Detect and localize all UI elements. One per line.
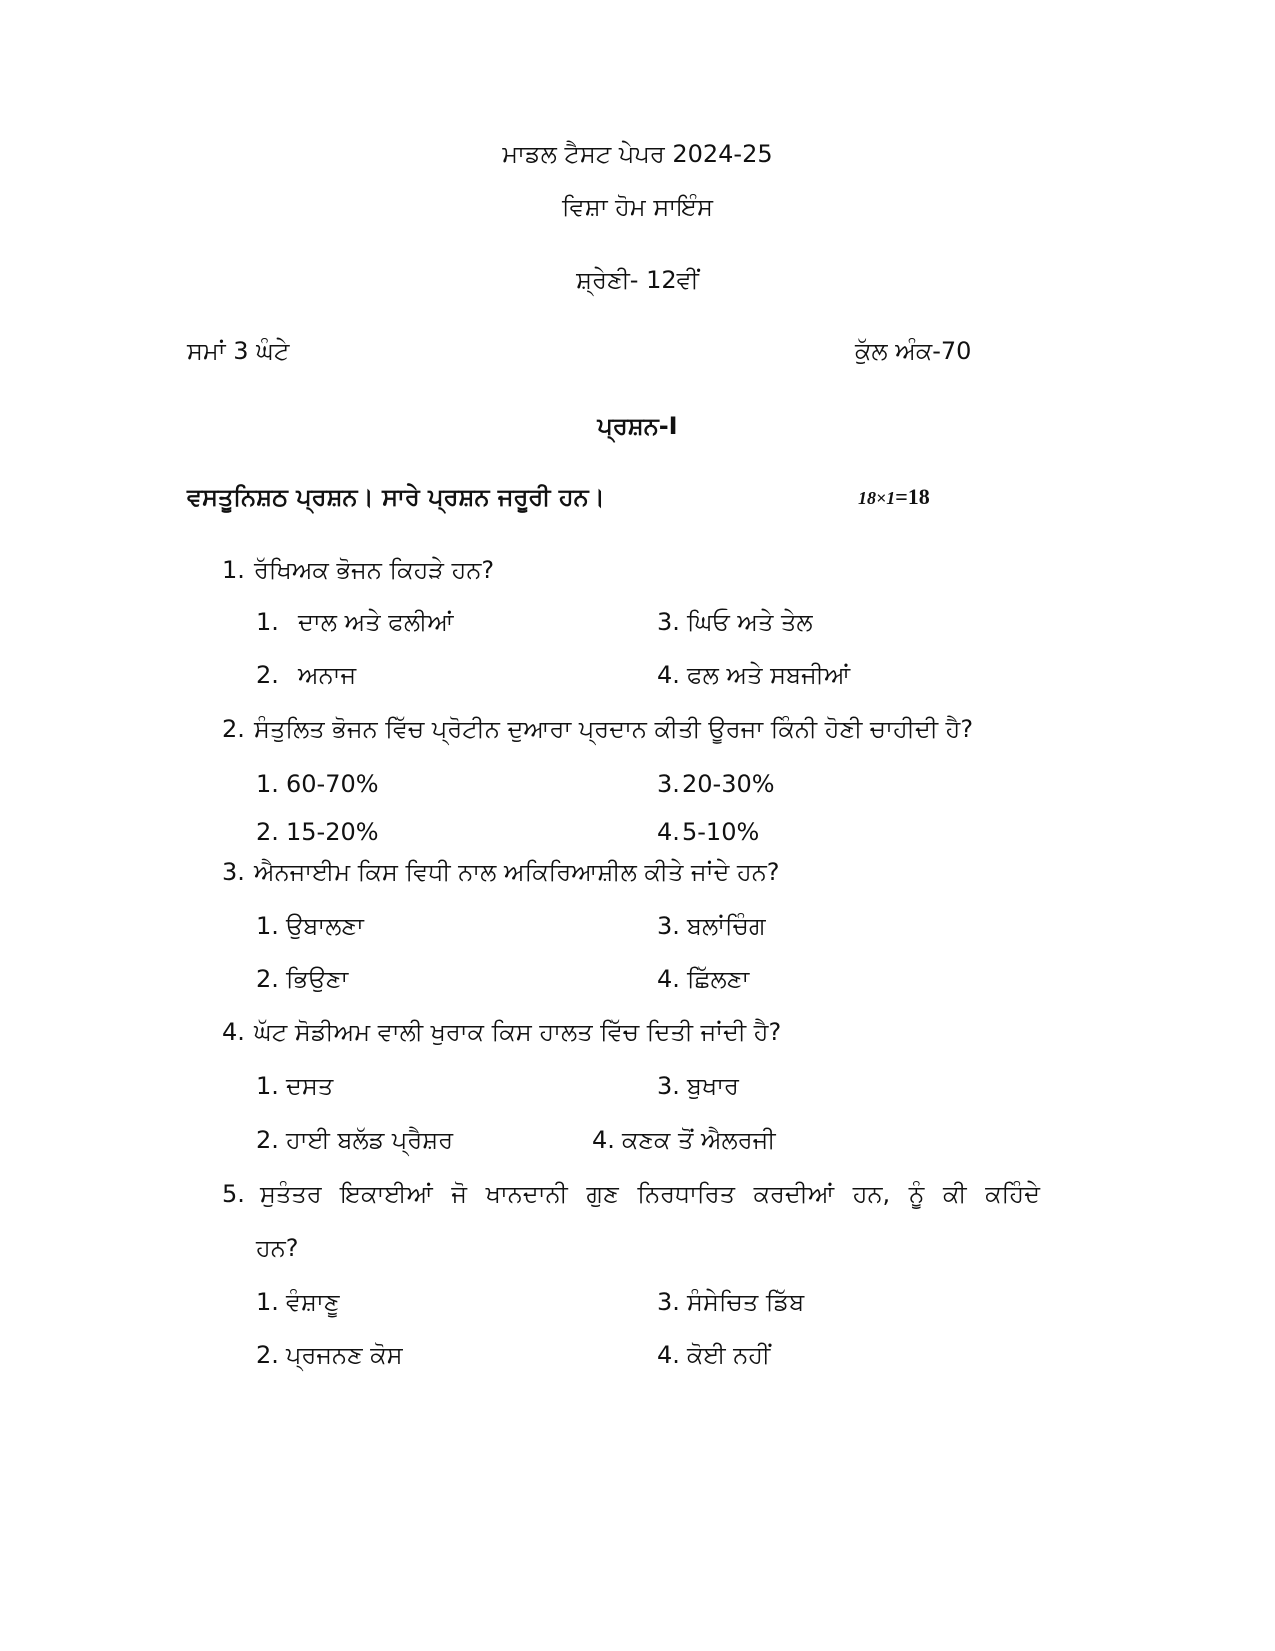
option-number: 2. <box>256 1126 279 1154</box>
option-text: 60-70% <box>286 770 379 798</box>
marks-formula: 18×1 <box>858 488 896 508</box>
total-marks: ਕੁੱਲ ਅੰਕ-70 <box>855 337 972 365</box>
option-text: ਅਨਾਜ <box>298 661 357 689</box>
question-text-line-1: ਸੁਤੰਤਰ ਇਕਾਈਆਂ ਜੋ ਖਾਨਦਾਨੀ ਗੁਣ ਨਿਰਧਾਰਿਤ ਕਰਦੀਆਂ ਹਨ, ਨੂੰ ਕੀ ਕਹਿੰਦੇ <box>260 1180 1040 1208</box>
q5-option-3 <box>657 1288 804 1316</box>
option-number: 3. <box>657 912 680 940</box>
option-number: 1. <box>256 912 279 940</box>
q2-option-2 <box>256 818 379 846</box>
option-text: ਕੋਈ ਨਹੀਂ <box>687 1341 771 1369</box>
option-number: 1. <box>256 770 279 798</box>
q2-option-1 <box>256 770 379 798</box>
question-number: 5. <box>222 1180 245 1208</box>
q5-option-4 <box>657 1341 770 1369</box>
q3-option-2 <box>256 965 348 993</box>
q1-option-3 <box>657 608 813 636</box>
option-text: ਛਿੱਲਣਾ <box>687 965 750 993</box>
option-text: ਦਾਲ ਅਤੇ ਫਲੀਆਂ <box>298 608 454 636</box>
section-instruction: ਵਸਤੂਨਿਸ਼ਠ ਪ੍ਰਸ਼ਨ। ਸਾਰੇ ਪ੍ਰਸ਼ਨ ਜਰੂਰੀ ਹਨ। <box>187 483 605 511</box>
option-number: 3. <box>657 608 680 636</box>
option-text: ਫਲ ਅਤੇ ਸਬਜੀਆਂ <box>687 661 851 689</box>
q4-option-3 <box>657 1072 739 1100</box>
option-number: 4. <box>657 661 680 689</box>
class-line: ਸ਼੍ਰੇਣੀ- 12ਵੀਂ <box>576 266 699 294</box>
option-text: 20-30% <box>682 770 775 798</box>
marks-total: =18 <box>895 484 930 509</box>
option-number: 1. <box>256 608 279 636</box>
q1-option-4 <box>657 661 850 689</box>
question-5 <box>222 1180 1040 1208</box>
question-text: ਐਨਜਾਈਮ ਕਿਸ ਵਿਧੀ ਨਾਲ ਅਕਿਰਿਆਸ਼ੀਲ ਕੀਤੇ ਜਾਂਦੇ ਹਨ? <box>254 858 780 886</box>
question-number: 2. <box>222 715 245 743</box>
option-text: 15-20% <box>286 818 379 846</box>
option-number: 4. <box>657 818 680 846</box>
option-number: 1. <box>256 1072 279 1100</box>
option-number: 4. <box>592 1126 615 1154</box>
q5-option-2 <box>256 1341 403 1369</box>
question-text: ਰੱਖਿਅਕ ਭੋਜਨ ਕਿਹੜੇ ਹਨ? <box>254 556 495 584</box>
option-number: 3. <box>657 770 680 798</box>
q5-option-1 <box>256 1288 340 1316</box>
option-text: 5-10% <box>682 818 760 846</box>
question-3 <box>222 858 780 886</box>
q3-option-3 <box>657 912 766 940</box>
q1-option-1 <box>256 608 454 636</box>
option-number: 4. <box>657 1341 680 1369</box>
option-number: 2. <box>256 661 279 689</box>
question-number: 1. <box>222 556 245 584</box>
time-allowed: ਸਮਾਂ 3 ਘੰਟੇ <box>187 337 290 365</box>
option-text: ਉਬਾਲਣਾ <box>286 912 364 940</box>
option-number: 2. <box>256 1341 279 1369</box>
q3-option-4 <box>657 965 749 993</box>
question-2 <box>222 715 973 743</box>
question-number: 3. <box>222 858 245 886</box>
q4-option-4 <box>592 1126 776 1154</box>
option-text: ਬੁਖਾਰ <box>687 1072 739 1100</box>
option-text: ਬਲਾਂਚਿੰਗ <box>687 912 766 940</box>
question-number: 4. <box>222 1018 245 1046</box>
question-4 <box>222 1018 781 1046</box>
q4-option-1 <box>256 1072 333 1100</box>
question-1 <box>222 556 494 584</box>
question-text: ਘੱਟ ਸੋਡੀਅਮ ਵਾਲੀ ਖੁਰਾਕ ਕਿਸ ਹਾਲਤ ਵਿੱਚ ਦਿਤੀ ਜਾਂਦੀ ਹੈ? <box>254 1018 782 1046</box>
section-title: ਪ੍ਰਸ਼ਨ-I <box>597 412 678 440</box>
paper-title: ਮਾਡਲ ਟੈਸਟ ਪੇਪਰ 2024-25 <box>502 140 773 168</box>
option-text: ਘਿਓ ਅਤੇ ਤੇਲ <box>687 608 813 636</box>
question-text-line-2: ਹਨ? <box>256 1234 299 1262</box>
option-text: ਭਿਉਣਾ <box>286 965 349 993</box>
option-text: ਪ੍ਰਜਨਣ ਕੋਸ <box>286 1341 403 1369</box>
q2-option-3 <box>657 770 775 798</box>
option-text: ਦਸਤ <box>286 1072 334 1100</box>
option-number: 3. <box>657 1072 680 1100</box>
question-text: ਸੰਤੁਲਿਤ ਭੋਜਨ ਵਿੱਚ ਪ੍ਰੋਟੀਨ ਦੁਆਰਾ ਪ੍ਰਦਾਨ ਕੀਤੀ ਊਰਜਾ ਕਿੰਨੀ ਹੋਣੀ ਚਾਹੀਦੀ ਹੈ? <box>254 715 974 743</box>
option-text: ਸੰਸੇਚਿਤ ਡਿੱਬ <box>687 1288 805 1316</box>
option-text: ਕਣਕ ਤੋਂ ਐਲਰਜੀ <box>622 1126 776 1154</box>
section-marks <box>858 484 930 510</box>
q1-option-2 <box>256 661 356 689</box>
q2-option-4 <box>657 818 759 846</box>
option-text: ਵੰਸ਼ਾਣੂ <box>286 1288 340 1316</box>
option-number: 2. <box>256 965 279 993</box>
subject-line: ਵਿਸ਼ਾ ਹੋਮ ਸਾਇੰਸ <box>561 193 714 221</box>
q4-option-2 <box>256 1126 453 1154</box>
option-number: 3. <box>657 1288 680 1316</box>
option-number: 2. <box>256 818 279 846</box>
q3-option-1 <box>256 912 364 940</box>
option-number: 4. <box>657 965 680 993</box>
option-number: 1. <box>256 1288 279 1316</box>
option-text: ਹਾਈ ਬਲੱਡ ਪ੍ਰੈਸ਼ਰ <box>286 1126 454 1154</box>
